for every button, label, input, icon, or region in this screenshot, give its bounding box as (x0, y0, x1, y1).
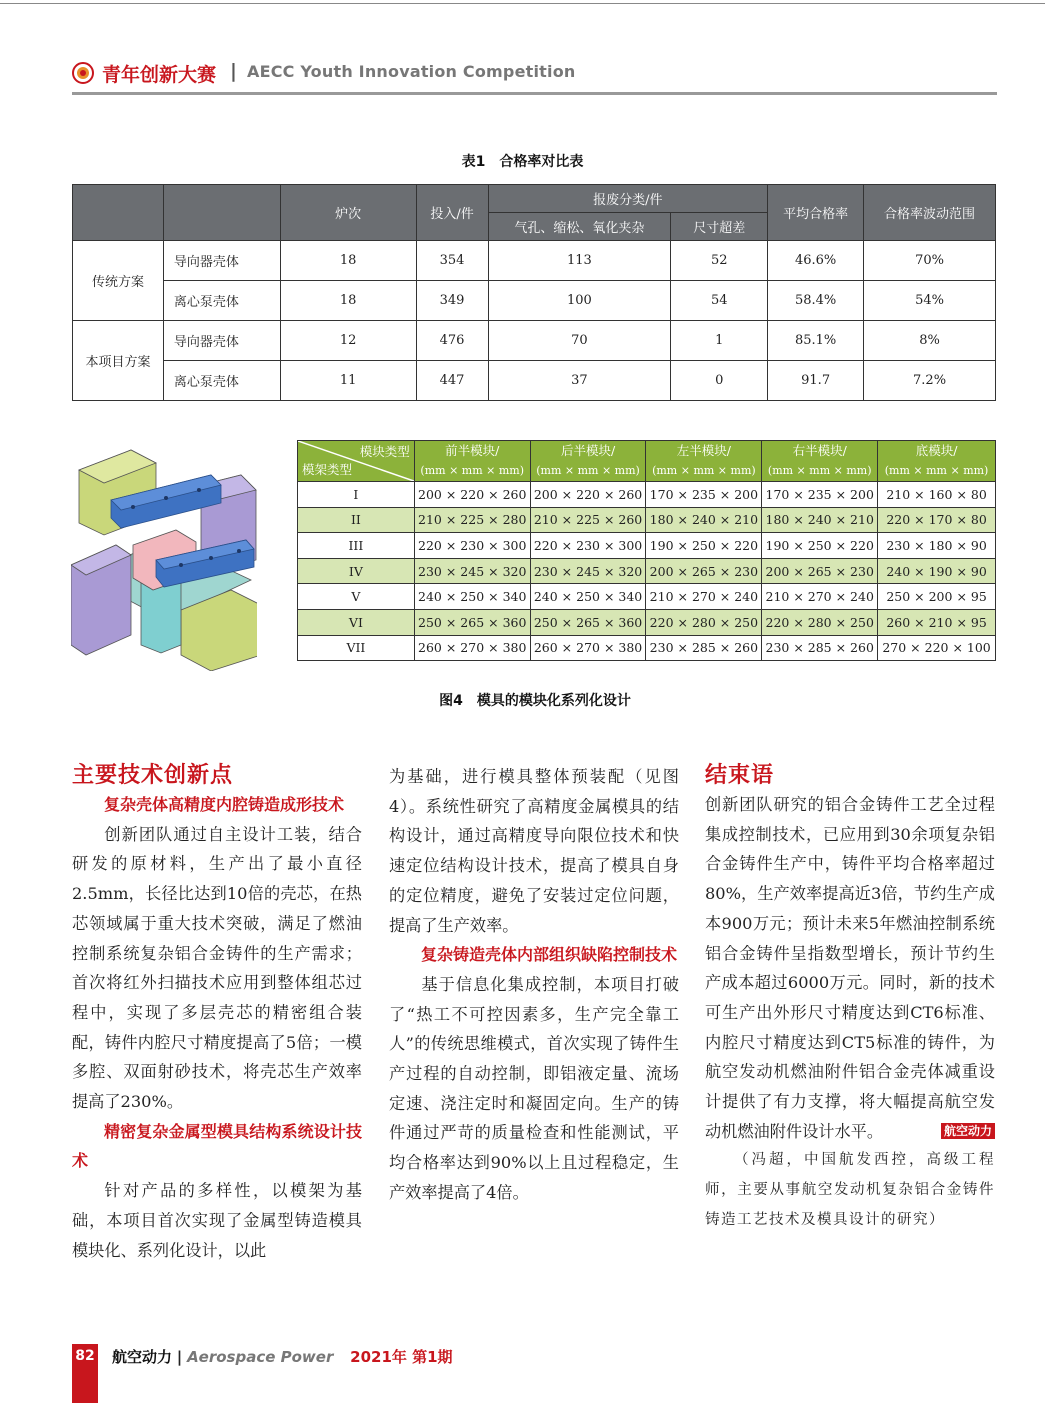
t2-cell: 210 × 225 × 260 (530, 507, 646, 533)
t1-cell: 354 (416, 241, 488, 281)
t1-cell: 8% (864, 321, 996, 361)
t1-cell: 54 (671, 281, 768, 321)
t1-cell: 100 (488, 281, 671, 321)
t2-cell: 220 × 170 × 80 (878, 507, 996, 533)
column-3 (705, 762, 995, 1236)
t2-cell: 230 × 245 × 320 (414, 558, 530, 584)
t2-corner-cell (298, 441, 415, 482)
t2-cell: 250 × 200 × 95 (878, 584, 996, 610)
subheading-defect-control: 复杂铸造壳体内部组织缺陷控制技术 (421, 945, 678, 965)
t1-cell: 52 (671, 241, 768, 281)
page-header (72, 58, 997, 96)
footer-separator: | (176, 1348, 183, 1366)
column-2 (389, 762, 679, 1208)
aecc-logo-icon (72, 62, 94, 84)
journal-name-en: Aerospace Power (187, 1348, 334, 1366)
t2-cell: 230 × 285 × 260 (762, 635, 878, 661)
t1-header-scrap: 报废分类/件 (488, 185, 768, 213)
t1-cell: 1 (671, 321, 768, 361)
t1-cell: 447 (416, 361, 488, 401)
t2-cell: 260 × 270 × 380 (530, 635, 646, 661)
t2-cell: 250 × 265 × 360 (530, 609, 646, 635)
table-row (298, 507, 996, 533)
header-separator: | (230, 60, 237, 82)
subheading-casting: 复杂壳体高精度内腔铸造成形技术 (104, 795, 345, 814)
t1-cell: 46.6% (768, 241, 864, 281)
table-row (73, 321, 996, 361)
t2-corner-bottom: 模架类型 (302, 462, 353, 477)
table-row (73, 241, 996, 281)
t2-cell: 220 × 230 × 300 (530, 533, 646, 559)
t1-header-furnace: 炉次 (280, 185, 416, 241)
author-note: （冯超，中国航发西控，高级工程师，主要从事航空发动机复杂铝合金铸件铸造工艺技术及模具设计的研究） (705, 1152, 995, 1228)
t1-cell: 70% (864, 241, 996, 281)
t1-header-avg: 平均合格率 (768, 185, 864, 241)
t2-col-header: 左半模块/ (mm × mm × mm) (646, 441, 762, 482)
pass-rate-table (72, 184, 996, 401)
t2-frame-type: III (298, 533, 415, 559)
t1-cell: 91.7 (768, 361, 864, 401)
t2-cell: 210 × 160 × 80 (878, 482, 996, 508)
section-heading-conclusion: 结束语 (705, 763, 775, 788)
paragraph: 为基础，进行模具整体预装配（见图4）。系统性研究了高精度金属模具的结构设计，通过高精度导向限位技术和快速定位结构设计技术，提高了模具自身的定位精度，避免了安装过定位问题，提高了生产效率。 (389, 767, 679, 935)
footer-journal (112, 1346, 453, 1367)
journal-tag: 航空动力 (941, 1123, 995, 1139)
mould-3d-illustration (71, 445, 257, 671)
t2-frame-type: VII (298, 635, 415, 661)
t1-header-defect: 气孔、缩松、氧化夹杂 (488, 213, 671, 241)
t1-group-name: 传统方案 (73, 241, 164, 321)
t2-cell: 210 × 270 × 240 (646, 584, 762, 610)
t1-cell: 12 (280, 321, 416, 361)
t2-cell: 220 × 280 × 250 (646, 609, 762, 635)
figure-caption: 图4 模具的模块化系列化设计 (439, 693, 631, 709)
t1-cell: 54% (864, 281, 996, 321)
t2-cell: 200 × 220 × 260 (414, 482, 530, 508)
header-rule (72, 92, 997, 95)
paragraph: 创新团队通过自主设计工装，结合研发的原材料，生产出了最小直径2.5mm，长径比达到10倍的壳芯，在热芯领域属于重大技术突破，满足了燃油控制系统复杂铝合金铸件的生产需求；首次将红外扫描技术应用到整体组芯过程中，实现了多层壳芯的精密组合装配，铸件内腔尺寸精度提高了5倍；一模多腔、双面射砂技术，将壳芯生产效率提高了230%。 (72, 824, 362, 1112)
table-row (298, 635, 996, 661)
t2-frame-type: I (298, 482, 415, 508)
paragraph: 针对产品的多样性，以模架为基础，本项目首次实现了金属型铸造模具模块化、系列化设计，以此 (72, 1181, 362, 1260)
t2-cell: 260 × 270 × 380 (414, 635, 530, 661)
module-size-table (297, 440, 996, 661)
t1-part: 导向器壳体 (163, 241, 280, 281)
t1-cell: 58.4% (768, 281, 864, 321)
t2-frame-type: V (298, 584, 415, 610)
t1-cell: 70 (488, 321, 671, 361)
table-row (298, 609, 996, 635)
t1-part: 离心泵壳体 (163, 361, 280, 401)
table1-title: 表1 合格率对比表 (461, 154, 584, 170)
t2-cell: 260 × 210 × 95 (878, 609, 996, 635)
section-heading-innovation: 主要技术创新点 (72, 763, 234, 788)
t1-group-name: 本项目方案 (73, 321, 164, 401)
t2-cell: 170 × 235 × 200 (762, 482, 878, 508)
t1-cell: 11 (280, 361, 416, 401)
t2-cell: 190 × 250 × 220 (646, 533, 762, 559)
table-row (73, 361, 996, 401)
t2-cell: 190 × 250 × 220 (762, 533, 878, 559)
t1-cell: 37 (488, 361, 671, 401)
t2-cell: 200 × 220 × 260 (530, 482, 646, 508)
t2-cell: 240 × 190 × 90 (878, 558, 996, 584)
journal-name-cn: 航空动力 (112, 1348, 173, 1366)
t1-cell: 349 (416, 281, 488, 321)
table-row (298, 584, 996, 610)
t2-frame-type: II (298, 507, 415, 533)
t2-cell: 240 × 250 × 340 (414, 584, 530, 610)
t2-cell: 230 × 180 × 90 (878, 533, 996, 559)
t2-cell: 270 × 220 × 100 (878, 635, 996, 661)
t2-frame-type: VI (298, 609, 415, 635)
t1-header-size: 尺寸超差 (671, 213, 768, 241)
column-1 (72, 762, 362, 1265)
table-row (298, 533, 996, 559)
t1-part: 导向器壳体 (163, 321, 280, 361)
t1-corner-1 (73, 185, 164, 241)
t1-header-range: 合格率波动范围 (864, 185, 996, 241)
t2-col-header: 底模块/ (mm × mm × mm) (878, 441, 996, 482)
t2-cell: 220 × 280 × 250 (762, 609, 878, 635)
t2-cell: 180 × 240 × 210 (762, 507, 878, 533)
header-title-en: AECC Youth Innovation Competition (247, 62, 576, 81)
t1-cell: 0 (671, 361, 768, 401)
t1-corner-2 (163, 185, 280, 241)
t2-col-header: 右半模块/ (mm × mm × mm) (762, 441, 878, 482)
t2-cell: 230 × 245 × 320 (530, 558, 646, 584)
t1-cell: 7.2% (864, 361, 996, 401)
t2-cell: 180 × 240 × 210 (646, 507, 762, 533)
t2-frame-type: IV (298, 558, 415, 584)
t1-cell: 18 (280, 281, 416, 321)
t2-cell: 250 × 265 × 360 (414, 609, 530, 635)
journal-issue: 2021年 第1期 (350, 1348, 453, 1366)
t1-cell: 85.1% (768, 321, 864, 361)
table-row (298, 558, 996, 584)
t1-header-input: 投入/件 (416, 185, 488, 241)
t2-cell: 210 × 225 × 280 (414, 507, 530, 533)
t2-cell: 220 × 230 × 300 (414, 533, 530, 559)
table-row (298, 482, 996, 508)
t2-col-header: 后半模块/ (mm × mm × mm) (530, 441, 646, 482)
t2-cell: 170 × 235 × 200 (646, 482, 762, 508)
t2-cell: 210 × 270 × 240 (762, 584, 878, 610)
top-border (0, 3, 1045, 4)
paragraph: 创新团队研究的铝合金铸件工艺全过程集成控制技术，已应用到30余项复杂铝合金铸件生产中，铸件平均合格率超过80%，生产效率提高近3倍，节约生产成本900万元；预计未来5年燃油控制系统铝合金铸件呈指数型增长，预计节约生产成本超过6000万元。同时，新的技术可生产出外形尺寸精度达到CT6标准、内腔尺寸精度达到CT5标准的铸件，为航空发动机燃油附件铝合金壳体减重设计提供了有力支撑，将大幅提高航空发动机燃油附件设计水平。 航空动力 (705, 795, 995, 1141)
t2-col-header: 前半模块/ (mm × mm × mm) (414, 441, 530, 482)
t1-cell: 18 (280, 241, 416, 281)
table-row (73, 281, 996, 321)
t1-cell: 113 (488, 241, 671, 281)
t2-cell: 200 × 265 × 230 (646, 558, 762, 584)
t2-corner-top: 模块类型 (359, 444, 410, 459)
page-number: 82 (75, 1348, 95, 1364)
subheading-mould: 精密复杂金属型模具结构系统设计技术 (72, 1121, 362, 1171)
t2-cell: 240 × 250 × 340 (530, 584, 646, 610)
paragraph: 基于信息化集成控制，本项目打破了“热工不可控因素多，生产完全靠工人”的传统思维模式，首次实现了铸件生产过程的自动控制，即铝液定量、流场定速、浇注定时和凝固定向。生产的铸件通过严苛的质量检查和性能测试，平均合格率达到90%以上且过程稳定，生产效率提高了4倍。 (389, 974, 679, 1202)
t2-cell: 200 × 265 × 230 (762, 558, 878, 584)
header-title-cn: 青年创新大赛 (102, 64, 217, 86)
t1-part: 离心泵壳体 (163, 281, 280, 321)
t1-cell: 476 (416, 321, 488, 361)
t2-cell: 230 × 285 × 260 (646, 635, 762, 661)
